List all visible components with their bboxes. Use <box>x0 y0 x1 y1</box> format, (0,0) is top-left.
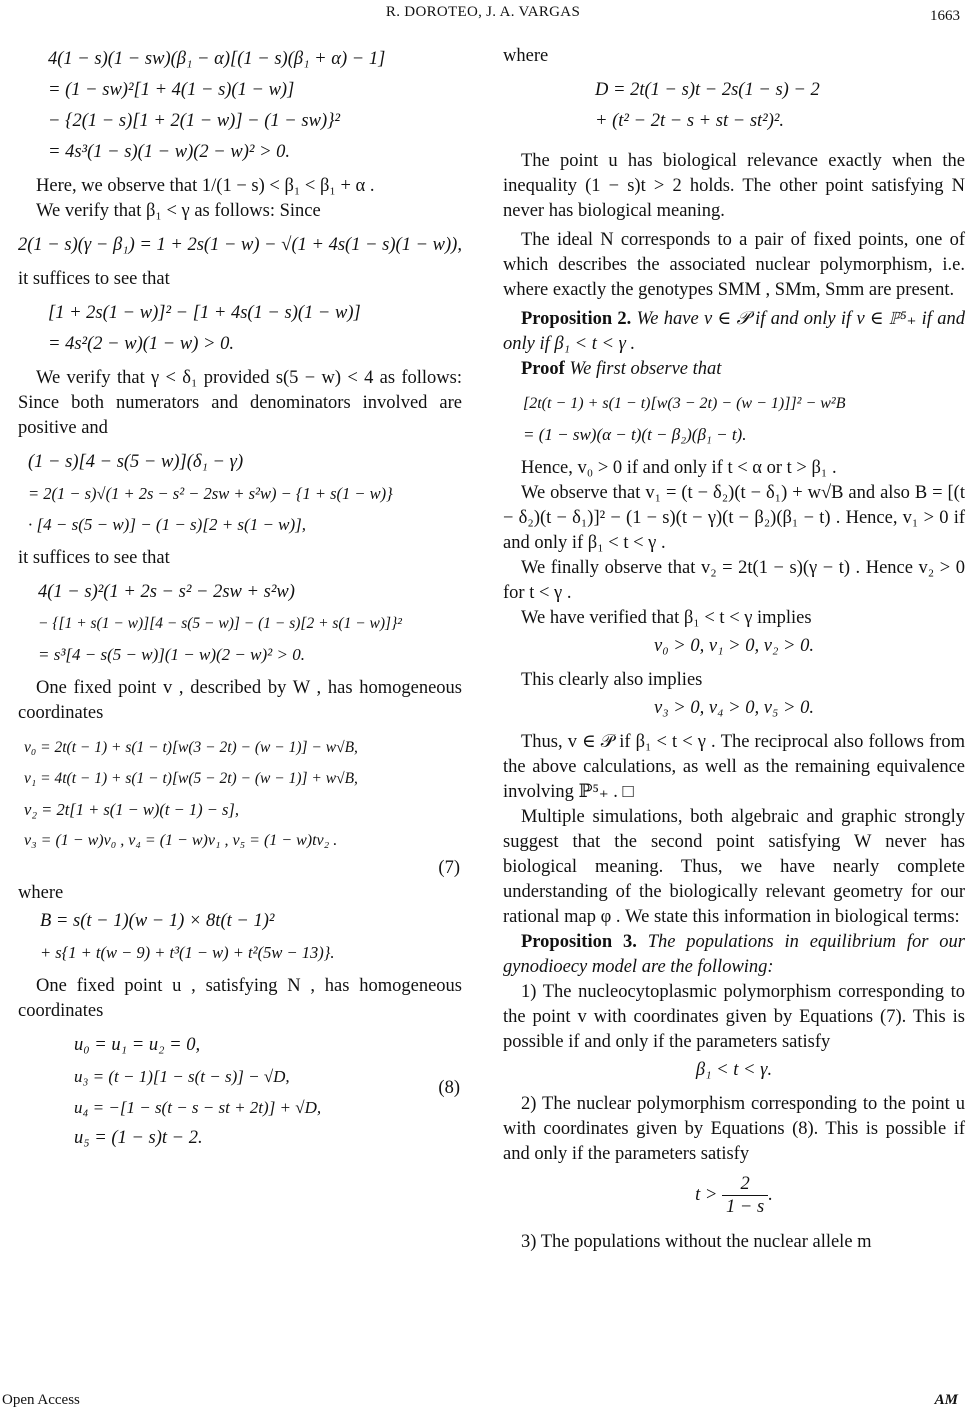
equation-line: = 2(1 − s)√(1 + 2s − s² − 2sw + s²w) − {1 + s(1 − w)} <box>28 484 393 503</box>
equation-line: u₃ = (t − 1)[1 − s(t − s)] − √D, <box>74 1067 290 1086</box>
proposition-text: We have v ∈ 𝒫 if and only if v ∈ ℙ⁵₊ if and only if β₁ < t < γ . <box>503 309 965 354</box>
page-number: 1663 <box>930 8 960 24</box>
list-item: 3) The populations without the nuclear allele m <box>521 1232 872 1252</box>
equation-line: u₄ = −[1 − s(t − s − st + 2t)] + √D, <box>74 1098 322 1117</box>
equation-line: − {[1 + s(1 − w)][4 − s(5 − w)] − (1 − s)[2 + s(1 − w)]}² <box>38 615 402 632</box>
equation-line: 4(1 − s)²(1 + 2s − s² − 2sw + s²w) <box>38 582 295 602</box>
equation-number: (7) <box>438 858 460 878</box>
proposition-2 <box>503 307 965 357</box>
equation-line: = (1 − sw)²[1 + 4(1 − s)(1 − w)] <box>48 80 295 100</box>
equation-line: (1 − s)[4 − s(5 − w)](δ₁ − γ) <box>28 452 244 472</box>
equation-line: u₀ = u₁ = u₂ = 0, <box>74 1035 201 1055</box>
equation-block-a <box>18 44 462 168</box>
equation-line: = 4s³(1 − s)(1 − w)(2 − w)² > 0. <box>48 142 291 162</box>
left-column <box>18 44 462 1154</box>
paragraph: it suffices to see that <box>18 269 170 289</box>
proof-label: Proof <box>521 359 565 379</box>
fraction-denominator: 1 − s <box>726 1197 765 1217</box>
equation-line: v₀ > 0, v₁ > 0, v₂ > 0. <box>653 636 814 656</box>
proposition-label: Proposition 3. <box>521 932 637 952</box>
equation-8 <box>18 1030 462 1154</box>
equation-line: [2t(t − 1) + s(1 − t)[w(3 − 2t) − (w − 1)]]² − w²B <box>523 395 846 412</box>
paragraph: We have verified that β₁ < t < γ implies <box>521 608 812 628</box>
equation-line: + s{1 + t(w − 9) + t³(1 − w) + t²(5w − 13)}. <box>40 943 335 962</box>
equation-line: B = s(t − 1)(w − 1) × 8t(t − 1)² <box>40 911 275 931</box>
paragraph: where <box>503 46 549 66</box>
running-header <box>0 2 966 26</box>
footer-open-access: Open Access <box>2 1392 80 1408</box>
fraction <box>722 1173 768 1218</box>
paragraph: Here, we observe that 1/(1 − s) < β₁ < β₁ + α . <box>36 176 375 196</box>
equation-block-D <box>503 75 965 137</box>
equation-line: v₁ = 4t(t − 1) + s(1 − t)[w(5 − 2t) − (w − 1)] + w√B, <box>24 770 358 787</box>
equation-block-B <box>18 906 462 968</box>
paragraph: it suffices to see that <box>18 548 170 568</box>
paragraph: This clearly also implies <box>521 670 703 690</box>
equation-line: β₁ < t < γ. <box>695 1060 773 1080</box>
paragraph: One fixed point u , satisfying N , has homogeneous coordinates <box>18 976 462 1021</box>
equation-line: + (t² − 2t − s + st − st²)². <box>595 111 785 131</box>
equation-line: v₀ = 2t(t − 1) + s(1 − t)[w(3 − 2t) − (w − 1)] − w√B, <box>24 739 358 756</box>
paragraph: Hence, v₀ > 0 if and only if t < α or t > β₁ . <box>521 458 837 478</box>
paragraph: We observe that v₁ = (t − δ₂)(t − δ₁) + w√B and also B = [(t − δ₂)(t − δ₁)]² − (1 − s)(t − γ)(t − β₂)(β₁ − t) . Hence, v₁ > 0 if and only if β₁ < t < γ . <box>503 483 965 553</box>
proposition-text: The populations in equilibrium for our gynodioecy model are the following: <box>503 932 965 977</box>
paragraph: We verify that β₁ < γ as follows: Since <box>36 201 321 221</box>
paragraph: The ideal N corresponds to a pair of fixed points, one of which describes the associated nuclear polymorphism, i.e. where exactly the genotypes SMM , SMm, Smm are present. <box>503 230 965 300</box>
equation-line: 2(1 − s)(γ − β₁) = 1 + 2s(1 − w) − √(1 + 4s(1 − s)(1 − w)), <box>18 235 462 255</box>
fraction-end: . <box>768 1184 773 1205</box>
equation-line: v₃ = (1 − w)v₀ , v₄ = (1 − w)v₁ , v₅ = (1 − w)tv₂ . <box>24 832 338 849</box>
right-column <box>503 44 965 1255</box>
equation-line: 4(1 − s)(1 − sw)(β₁ − α)[(1 − s)(β₁ + α) − 1] <box>48 49 386 69</box>
equation-line: u₅ = (1 − s)t − 2. <box>74 1128 203 1148</box>
equation-line: = (1 − sw)(α − t)(t − β₂)(β₁ − t). <box>523 425 747 444</box>
equation-line: v₂ = 2t[1 + s(1 − w)(t − 1) − s], <box>24 800 239 819</box>
equation-number: (8) <box>438 1078 460 1098</box>
list-item: 1) The nucleocytoplasmic polymorphism corresponding to the point v with coordinates given by Equations (7). This is possible if and only if the parameters satisfy <box>503 982 965 1052</box>
paragraph: We finally observe that v₂ = 2t(1 − s)(γ − t) . Hence v₂ > 0 for t < γ . <box>503 558 965 603</box>
running-title: R. DOROTEO, J. A. VARGAS <box>385 4 581 20</box>
equation-fraction <box>503 1173 965 1218</box>
equation-block-f <box>503 388 965 450</box>
footer-journal: AM <box>934 1392 958 1408</box>
equation-block-d <box>18 447 462 540</box>
fraction-lhs: t > <box>695 1184 718 1205</box>
paragraph: One fixed point v , described by W , has homogeneous coordinates <box>18 678 462 723</box>
equation-line: = s³[4 − s(5 − w)](1 − w)(2 − w)² > 0. <box>38 645 305 664</box>
proposition-label: Proposition 2. <box>521 309 632 329</box>
equation-block-c <box>18 298 462 360</box>
paragraph: Multiple simulations, both algebraic and graphic strongly suggest that the second point satisfying W never has biological meaning. Thus, we have nearly complete understanding of the biologically relevant geometry for our rational map φ . We state this information in biological terms: <box>503 807 965 927</box>
equation-7 <box>18 732 462 881</box>
equation-line: v₃ > 0, v₄ > 0, v₅ > 0. <box>653 698 814 718</box>
paragraph: Thus, v ∈ 𝒫 if β₁ < t < γ . The reciprocal also follows from the above calculations, as well as the remaining equivalence involving ℙ⁵₊ . □ <box>503 732 965 802</box>
equation-line: · [4 − s(5 − w)] − (1 − s)[2 + s(1 − w)], <box>28 515 307 534</box>
paragraph: The point u has biological relevance exactly when the inequality (1 − s)t > 2 holds. The other point satisfying N never has biological meaning. <box>503 151 965 221</box>
paragraph: where <box>18 883 64 903</box>
proposition-3 <box>503 930 965 980</box>
list-item: 2) The nuclear polymorphism corresponding to the point u with coordinates given by Equations (8). This is possible if and only if the parameters satisfy <box>503 1094 965 1164</box>
paragraph: We verify that γ < δ₁ provided s(5 − w) < 4 as follows: Since both numerators and denominators involved are positive and <box>18 368 462 438</box>
equation-line: [1 + 2s(1 − w)]² − [1 + 4s(1 − s)(1 − w)] <box>48 303 361 323</box>
proof <box>503 357 965 382</box>
equation-line: = 4s²(2 − w)(1 − w) > 0. <box>48 334 235 354</box>
equation-line: D = 2t(1 − s)t − 2s(1 − s) − 2 <box>595 80 820 100</box>
equation-line: − {2(1 − s)[1 + 2(1 − w)] − (1 − sw)}² <box>48 111 341 131</box>
proof-text: We first observe that <box>564 359 722 379</box>
fraction-numerator: 2 <box>722 1173 768 1196</box>
equation-block-e <box>18 577 462 670</box>
